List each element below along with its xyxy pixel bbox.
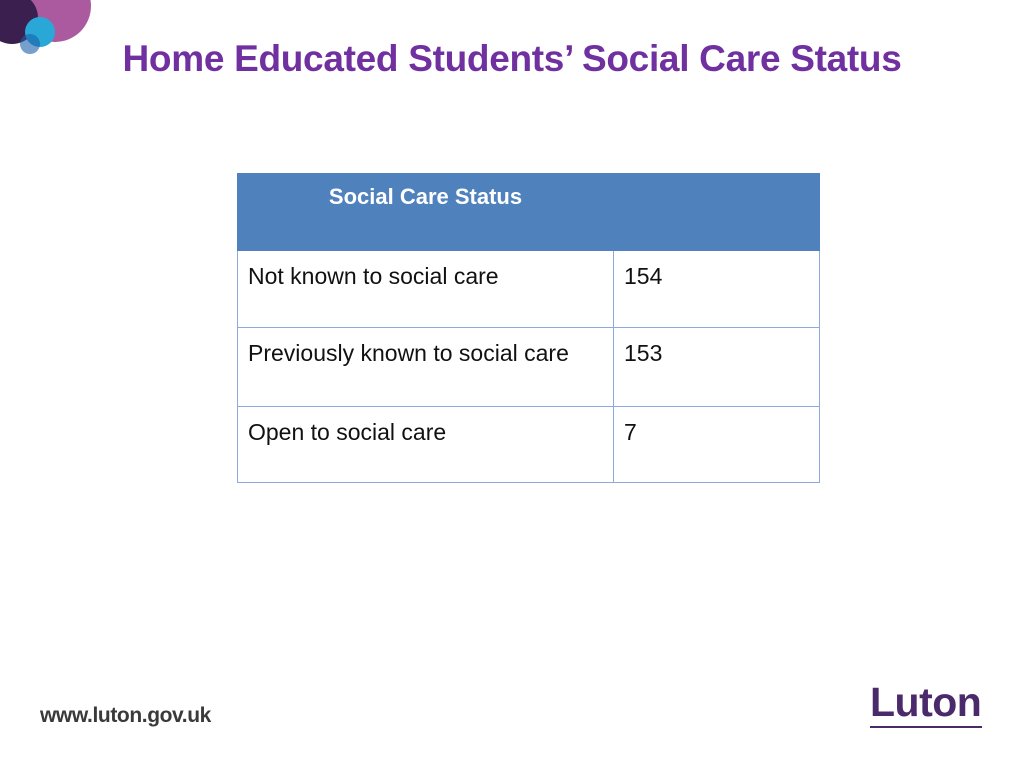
logo-underline — [870, 726, 982, 728]
table-row — [238, 328, 820, 407]
table-row — [238, 407, 820, 483]
row-value: 153 — [614, 328, 820, 407]
row-label: Not known to social care — [238, 251, 614, 328]
column-header-status: Social Care Status — [238, 174, 614, 251]
row-value: 154 — [614, 251, 820, 328]
column-header-count — [614, 174, 820, 251]
logo-text: Luton — [870, 679, 982, 725]
footer-website-url: www.luton.gov.uk — [40, 704, 211, 727]
table-row — [238, 251, 820, 328]
row-label: Open to social care — [238, 407, 614, 483]
table-header-row — [238, 174, 820, 251]
luton-logo — [870, 680, 988, 730]
page-title: Home Educated Students’ Social Care Status — [122, 38, 902, 79]
social-care-table — [237, 173, 819, 483]
row-value: 7 — [614, 407, 820, 483]
row-label: Previously known to social care — [238, 328, 614, 407]
